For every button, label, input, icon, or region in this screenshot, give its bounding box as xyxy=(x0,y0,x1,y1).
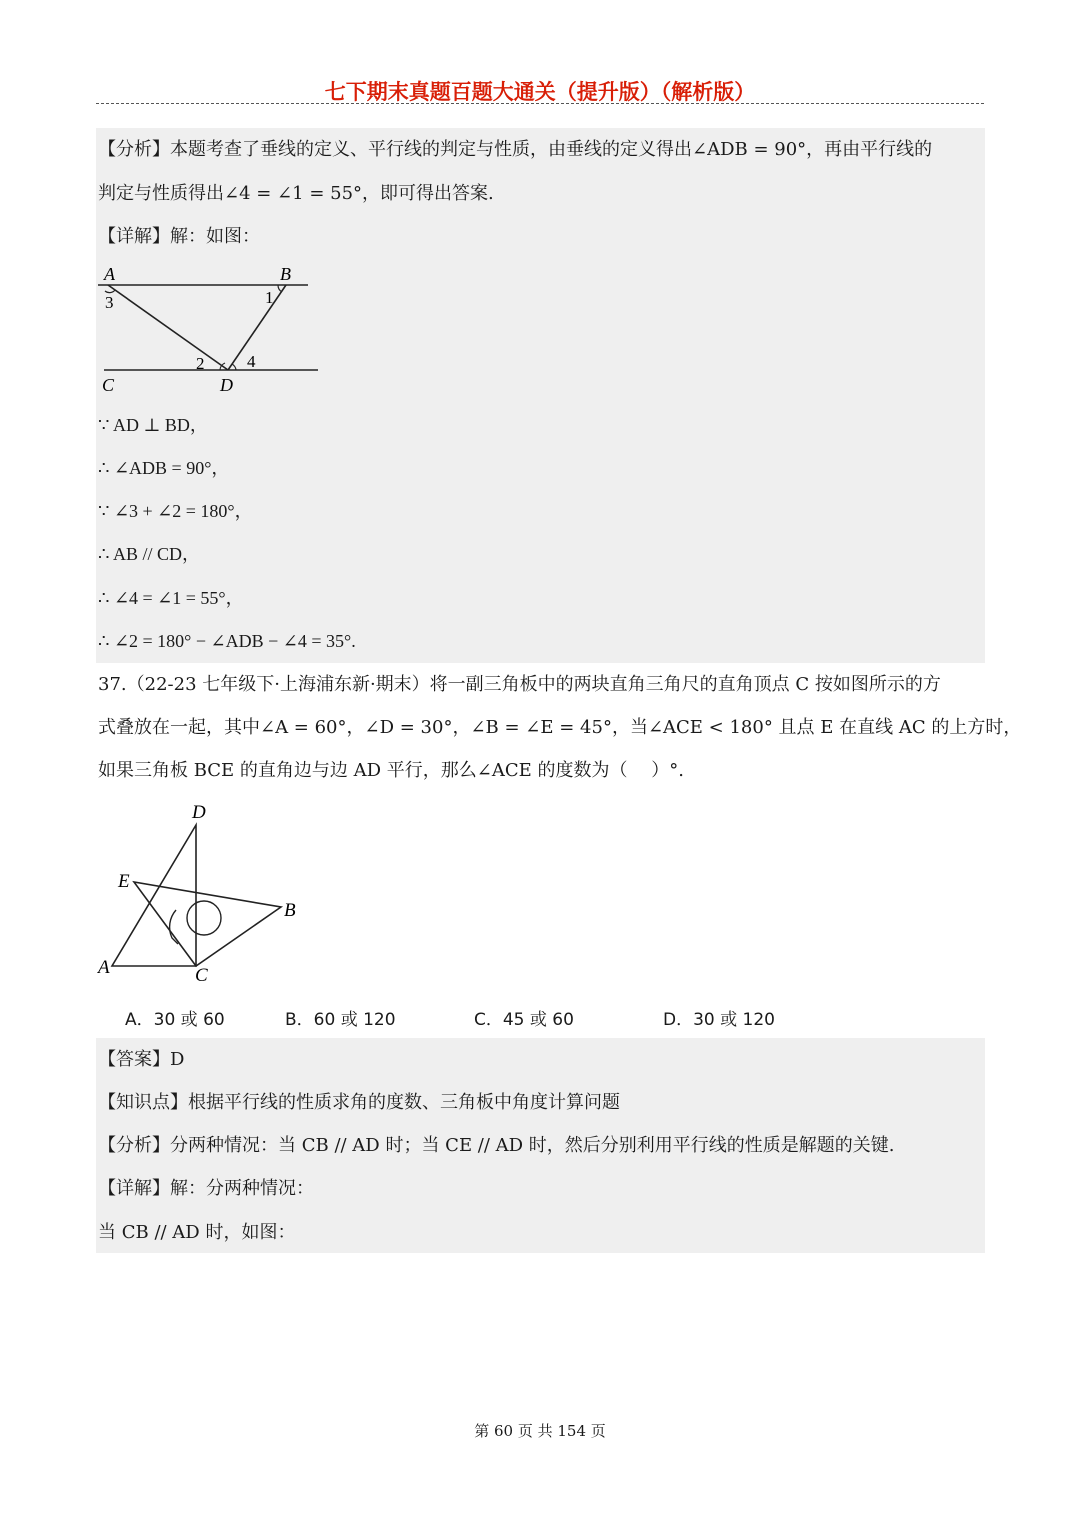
analysis-line: 【分析】分两种情况：当 CB // AD 时；当 CE // AD 时，然后分别利用平行线的性质是解题的关键. xyxy=(98,1135,895,1156)
question-37-line-3: 如果三角板 BCE 的直角边与边 AD 平行，那么∠ACE 的度数为（ ）°. xyxy=(98,760,684,781)
fig1-label-3: 3 xyxy=(105,293,114,312)
prev-analysis-line-1: 【分析】本题考查了垂线的定义、平行线的判定与性质，由垂线的定义得出∠ADB = 90°，再由平行线的 xyxy=(98,139,933,160)
fig1-label-2: 2 xyxy=(196,354,205,373)
option-d: D．30 或 120 xyxy=(663,1010,775,1030)
fig2-label-D: D xyxy=(192,802,206,823)
answer-line: 【答案】D xyxy=(98,1049,185,1070)
option-b: B．60 或 120 xyxy=(285,1010,396,1030)
fig1-label-1: 1 xyxy=(265,288,274,307)
fig2-label-A: A xyxy=(98,957,110,978)
fig1-label-C: C xyxy=(102,375,115,395)
fig1-label-D: D xyxy=(220,375,233,395)
fig1-label-B: B xyxy=(280,264,291,284)
knowledge-line: 【知识点】根据平行线的性质求角的度数、三角板中角度计算问题 xyxy=(98,1092,620,1113)
question-37-line-2: 式叠放在一起，其中∠A = 60°，∠D = 30°，∠B = ∠E = 45°，当∠ACE < 180° 且点 E 在直线 AC 的上方时， xyxy=(98,717,1022,738)
fig1-label-4: 4 xyxy=(247,352,256,371)
detail-line: 【详解】解：分两种情况： xyxy=(98,1178,314,1199)
fig2-label-B: B xyxy=(284,900,296,921)
question-37-line-1: 37.（22-23 七年级下·上海浦东新·期末）将一副三角板中的两块直角三角尺的直角顶点 C 按如图所示的方 xyxy=(98,674,941,695)
fig2-label-E: E xyxy=(118,871,130,892)
prev-step-1: ∵ AD ⊥ BD， xyxy=(98,415,208,435)
option-c: C．45 或 60 xyxy=(474,1010,574,1030)
prev-step-2: ∴ ∠ADB = 90°， xyxy=(98,458,230,478)
prev-detail-heading: 【详解】解：如图： xyxy=(98,226,260,247)
prev-analysis-line-2: 判定与性质得出∠4 = ∠1 = 55°，即可得出答案. xyxy=(98,183,494,204)
prev-step-4: ∴ AB // CD， xyxy=(98,544,200,564)
parallel-lines-figure xyxy=(96,262,326,397)
triangle-rulers-figure xyxy=(96,798,316,990)
prev-step-3: ∵ ∠3 + ∠2 = 180°， xyxy=(98,501,253,521)
prev-step-6: ∴ ∠2 = 180° − ∠ADB − ∠4 = 35°. xyxy=(98,631,356,651)
header-divider xyxy=(96,103,984,104)
page-header-title: 七下期末真题百题大通关（提升版）（解析版） xyxy=(324,79,756,104)
fig1-label-A: A xyxy=(104,264,115,284)
prev-step-5: ∴ ∠4 = ∠1 = 55°， xyxy=(98,588,244,608)
option-a: A．30 或 60 xyxy=(125,1010,225,1030)
fig2-label-C: C xyxy=(195,965,208,986)
page-footer: 第 60 页 共 154 页 xyxy=(474,1422,606,1440)
case-1-line: 当 CB // AD 时，如图： xyxy=(98,1222,296,1243)
